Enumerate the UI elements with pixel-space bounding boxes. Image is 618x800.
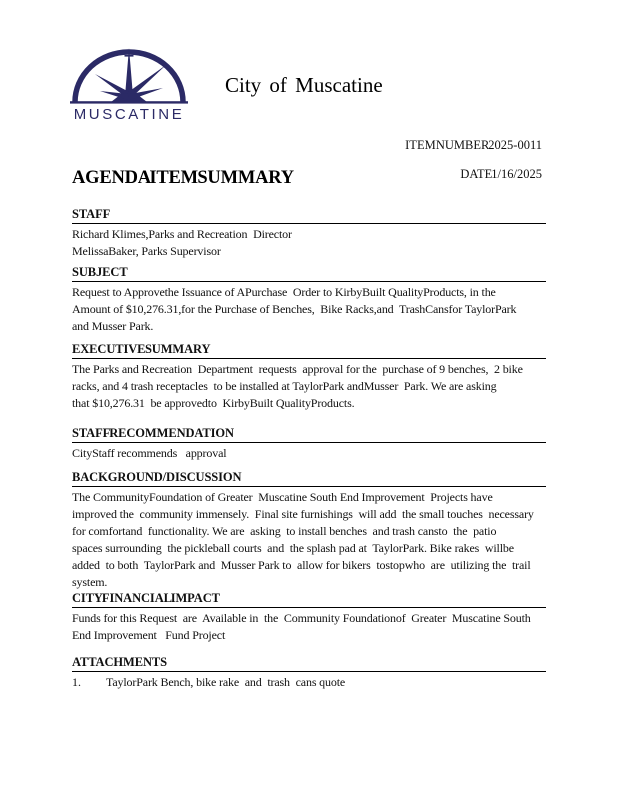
- text-line: Amount of $10,276.31,for the Purchase of Benches, Bike Racks,and TrashCansfor TaylorPark: [72, 301, 517, 316]
- text-line: racks, and 4 trash receptacles to be installed at TaylorPark andMusser Park. We are asking: [72, 378, 497, 393]
- text-line: that $10,276.31 be approvedto KirbyBuilt QualityProducts.: [72, 395, 355, 410]
- text-line: CityStaff recommends approval: [72, 445, 227, 460]
- city-seal-icon: [70, 46, 188, 105]
- doc-title: AGENDA ITEM SUMMARY: [72, 168, 294, 188]
- section-heading: SUBJECT: [72, 266, 546, 282]
- section-heading: BACKGROUND/DISCUSSION: [72, 471, 546, 487]
- section-staff: [72, 208, 546, 260]
- text-line: spaces surrounding the pickleball courts and the splash pad at TaylorPark. Bike rakes willbe: [72, 540, 514, 555]
- section-city-financial-impact: [72, 592, 546, 644]
- brand-title: City of Muscatine: [225, 73, 383, 97]
- section-background-discussion: [72, 471, 546, 591]
- item-number-row: [405, 138, 542, 153]
- text-line: Richard Klimes,Parks and Recreation Director: [72, 226, 292, 241]
- text-line: Request to Approvethe Issuance of APurchase Order to KirbyBuilt QualityProducts, in the: [72, 284, 496, 299]
- section-attachments: [72, 656, 546, 691]
- text-line: The CommunityFoundation of Greater Muscatine South End Improvement Projects have: [72, 489, 493, 504]
- logo-wordmark: MUSCATINE: [73, 106, 185, 123]
- attachment-text: TaylorPark Bench, bike rake and trash cans quote: [106, 674, 346, 689]
- text-line: MelissaBaker, Parks Supervisor: [72, 243, 221, 258]
- section-body: [72, 489, 546, 591]
- attachment-number: 1.: [72, 674, 81, 689]
- section-body: [72, 674, 546, 691]
- date-value: 1/16/2025: [491, 167, 542, 181]
- text-line: End Improvement Fund Project: [72, 627, 226, 642]
- section-heading: CITY FINANCIAL IMPACT: [72, 592, 546, 608]
- text-line: system.: [72, 574, 108, 589]
- date-row: [460, 167, 542, 182]
- section-executive-summary: [72, 343, 546, 412]
- section-body: [72, 226, 546, 260]
- attachment-item: [72, 674, 546, 691]
- section-heading: ATTACHMENTS: [72, 656, 546, 672]
- text-line: for comfortand functionality. We are asking to install benches and trash cansto the patio: [72, 523, 497, 538]
- section-body: [72, 610, 546, 644]
- text-line: and Musser Park.: [72, 318, 154, 333]
- text-line: improved the community immensely. Final site furnishings will add the small touches necessary: [72, 506, 534, 521]
- section-heading: EXECUTIVE SUMMARY: [72, 343, 546, 359]
- section-subject: [72, 266, 546, 335]
- section-body: [72, 361, 546, 412]
- date-label: DATE: [460, 167, 493, 181]
- section-heading: STAFF RECOMMENDATION: [72, 427, 546, 443]
- item-number-value: 2025-0011: [488, 138, 542, 152]
- text-line: The Parks and Recreation Department requests approval for the purchase of 9 benches, 2 bike: [72, 361, 523, 376]
- text-line: added to both TaylorPark and Musser Park to allow for bikers tostopwho are utilizing the trail: [72, 557, 531, 572]
- section-body: [72, 445, 546, 462]
- section-body: [72, 284, 546, 335]
- section-heading: STAFF: [72, 208, 546, 224]
- text-line: Funds for this Request are Available in the Community Foundationof Greater Muscatine South: [72, 610, 531, 625]
- muscatine-logo: [70, 46, 188, 123]
- section-staff-recommendation: [72, 427, 546, 462]
- item-number-label: ITEM NUMBER: [405, 138, 490, 152]
